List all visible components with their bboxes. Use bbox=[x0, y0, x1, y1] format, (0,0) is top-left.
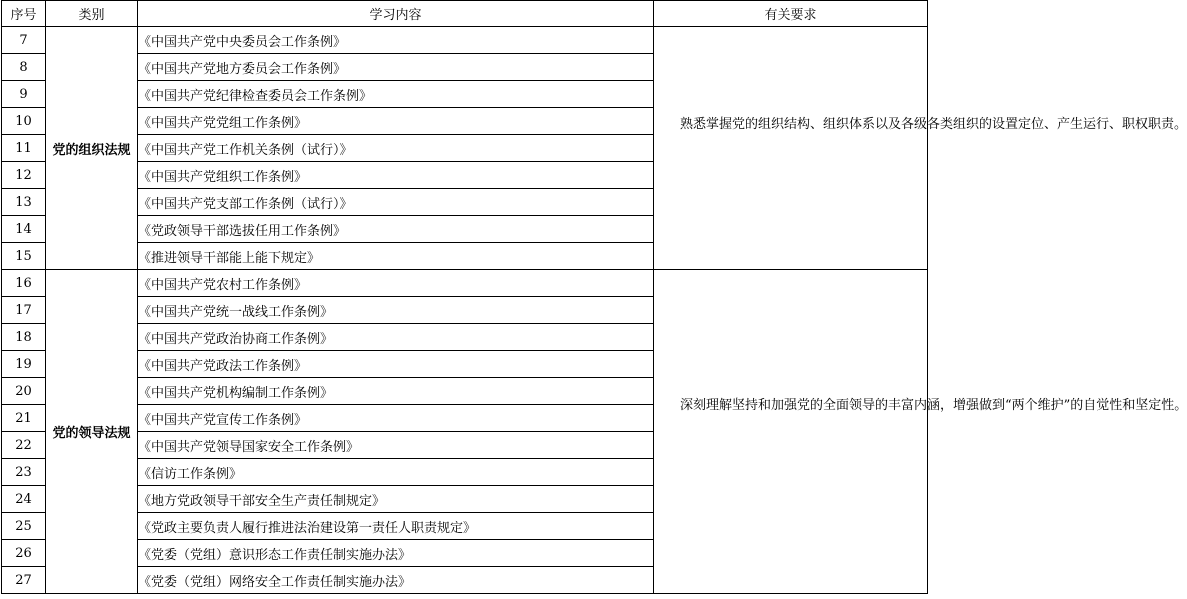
seq-cell: 21 bbox=[2, 405, 46, 432]
content-cell: 《地方党政领导干部安全生产责任制规定》 bbox=[138, 486, 654, 513]
content-cell: 《中国共产党地方委员会工作条例》 bbox=[138, 54, 654, 81]
seq-cell: 25 bbox=[2, 513, 46, 540]
seq-cell: 20 bbox=[2, 378, 46, 405]
seq-cell: 23 bbox=[2, 459, 46, 486]
content-cell: 《中国共产党工作机关条例（试行）》 bbox=[138, 135, 654, 162]
content-cell: 《中国共产党宣传工作条例》 bbox=[138, 405, 654, 432]
seq-cell: 18 bbox=[2, 324, 46, 351]
content-cell: 《中国共产党支部工作条例（试行）》 bbox=[138, 189, 654, 216]
content-cell: 《中国共产党统一战线工作条例》 bbox=[138, 297, 654, 324]
seq-cell: 8 bbox=[2, 54, 46, 81]
seq-cell: 7 bbox=[2, 27, 46, 54]
requirement-text: 深刻理解坚持和加强党的全面领导的丰富内涵，增强做到“两个维护”的自觉性和坚定性。 bbox=[680, 398, 1187, 413]
content-cell: 《中国共产党中央委员会工作条例》 bbox=[138, 27, 654, 54]
seq-cell: 19 bbox=[2, 351, 46, 378]
content-cell: 《中国共产党领导国家安全工作条例》 bbox=[138, 432, 654, 459]
seq-cell: 9 bbox=[2, 81, 46, 108]
seq-cell: 17 bbox=[2, 297, 46, 324]
content-cell: 《中国共产党组织工作条例》 bbox=[138, 162, 654, 189]
content-cell: 《党政领导干部选拔任用工作条例》 bbox=[138, 216, 654, 243]
content-cell: 《中国共产党政治协商工作条例》 bbox=[138, 324, 654, 351]
header-category: 类别 bbox=[46, 1, 138, 27]
content-cell: 《党政主要负责人履行推进法治建设第一责任人职责规定》 bbox=[138, 513, 654, 540]
table-body bbox=[2, 27, 1187, 594]
seq-cell: 12 bbox=[2, 162, 46, 189]
seq-cell: 13 bbox=[2, 189, 46, 216]
content-cell: 《党委（党组）意识形态工作责任制实施办法》 bbox=[138, 540, 654, 567]
header-content: 学习内容 bbox=[138, 1, 654, 27]
seq-cell: 26 bbox=[2, 540, 46, 567]
content-cell: 《中国共产党农村工作条例》 bbox=[138, 270, 654, 297]
content-cell: 《中国共产党纪律检查委员会工作条例》 bbox=[138, 81, 654, 108]
seq-cell: 24 bbox=[2, 486, 46, 513]
seq-cell: 11 bbox=[2, 135, 46, 162]
study-table bbox=[1, 0, 1187, 594]
table-row bbox=[2, 270, 928, 297]
category-cell: 党的领导法规 bbox=[46, 270, 138, 594]
header-seq: 序号 bbox=[2, 1, 46, 27]
content-cell: 《中国共产党政法工作条例》 bbox=[138, 351, 654, 378]
requirement-cell bbox=[654, 270, 1187, 594]
content-cell: 《中国共产党党组工作条例》 bbox=[138, 108, 654, 135]
header-row bbox=[2, 1, 928, 27]
seq-cell: 16 bbox=[2, 270, 46, 297]
seq-cell: 14 bbox=[2, 216, 46, 243]
table-row bbox=[2, 27, 928, 54]
requirement-cell bbox=[654, 27, 1187, 270]
seq-cell: 10 bbox=[2, 108, 46, 135]
content-cell: 《党委（党组）网络安全工作责任制实施办法》 bbox=[138, 567, 654, 594]
category-cell: 党的组织法规 bbox=[46, 27, 138, 270]
seq-cell: 22 bbox=[2, 432, 46, 459]
header-requirement: 有关要求 bbox=[654, 1, 928, 27]
seq-cell: 15 bbox=[2, 243, 46, 270]
content-cell: 《中国共产党机构编制工作条例》 bbox=[138, 378, 654, 405]
seq-cell: 27 bbox=[2, 567, 46, 594]
content-cell: 《推进领导干部能上能下规定》 bbox=[138, 243, 654, 270]
content-cell: 《信访工作条例》 bbox=[138, 459, 654, 486]
requirement-text: 熟悉掌握党的组织结构、组织体系以及各级各类组织的设置定位、产生运行、职权职责。 bbox=[680, 117, 1187, 132]
